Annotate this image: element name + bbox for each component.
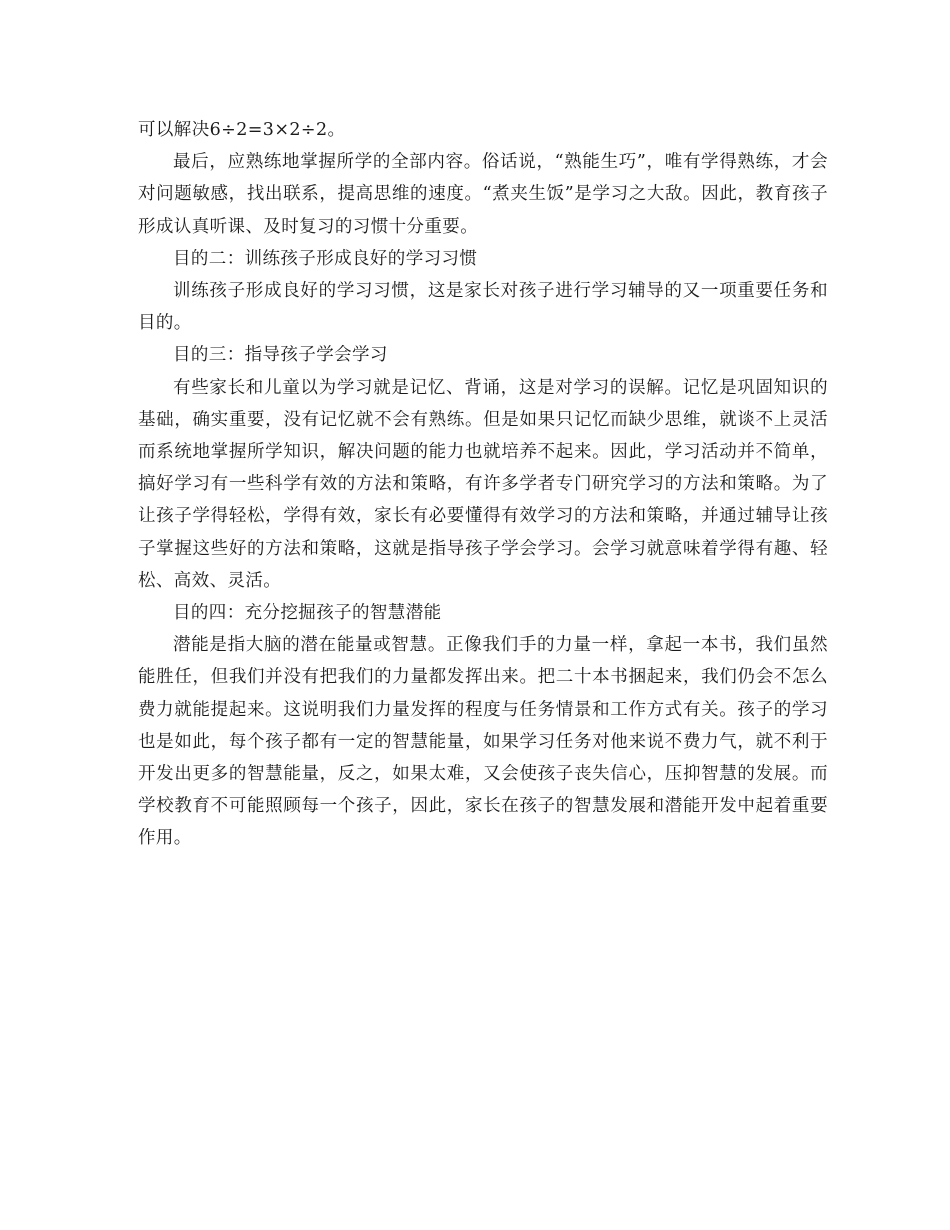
- paragraph-practice: 最后，应熟练地掌握所学的全部内容。俗话说，“熟能生巧”，唯有学得熟练，才会对问题敏感，找出联系，提高思维的速度。“煮夹生饭”是学习之大敌。因此，教育孩子形成认真听课、及时复习的习惯十分重要。: [138, 152, 828, 237]
- paragraph-continuation: 可以解决6÷2=3×2÷2。: [138, 120, 346, 140]
- paragraph-habits: 训练孩子形成良好的学习习惯，这是家长对孩子进行学习辅导的又一项重要任务和目的。: [138, 281, 828, 334]
- section-heading-goal-three: 目的三：指导孩子学会学习: [173, 345, 388, 366]
- document-body: [138, 114, 828, 855]
- section-heading-goal-four: 目的四：充分挖掘孩子的智慧潜能: [173, 603, 442, 624]
- paragraph-potential: 潜能是指大脑的潜在能量或智慧。正像我们手的力量一样，拿起一本书，我们虽然能胜任，但我们并没有把我们的力量都发挥出来。把二十本书捆起来，我们仍会不怎么费力就能提起来。这说明我们力量发挥的程度与任务情景和工作方式有关。孩子的学习也是如此，每个孩子都有一定的智慧能量，如果学习任务对他来说不费力气，就不利于开发出更多的智慧能量，反之，如果太难，又会使孩子丧失信心，压抑智慧的发展。而学校教育不可能照顾每一个孩子，因此，家长在孩子的智慧发展和潜能开发中起着重要作用。: [138, 635, 828, 849]
- section-heading-goal-two: 目的二：训练孩子形成良好的学习习惯: [173, 248, 478, 269]
- paragraph-learning-methods: 有些家长和儿童以为学习就是记忆、背诵，这是对学习的误解。记忆是巩固知识的基础，确实重要，没有记忆就不会有熟练。但是如果只记忆而缺少思维，就谈不上灵活而系统地掌握所学知识，解决问题的能力也就培养不起来。因此，学习活动并不简单，搞好学习有一些科学有效的方法和策略，有许多学者专门研究学习的方法和策略。为了让孩子学得轻松，学得有效，家长有必要懂得有效学习的方法和策略，并通过辅导让孩子掌握这些好的方法和策略，这就是指导孩子学会学习。会学习就意味着学得有趣、轻松、高效、灵活。: [138, 377, 828, 591]
